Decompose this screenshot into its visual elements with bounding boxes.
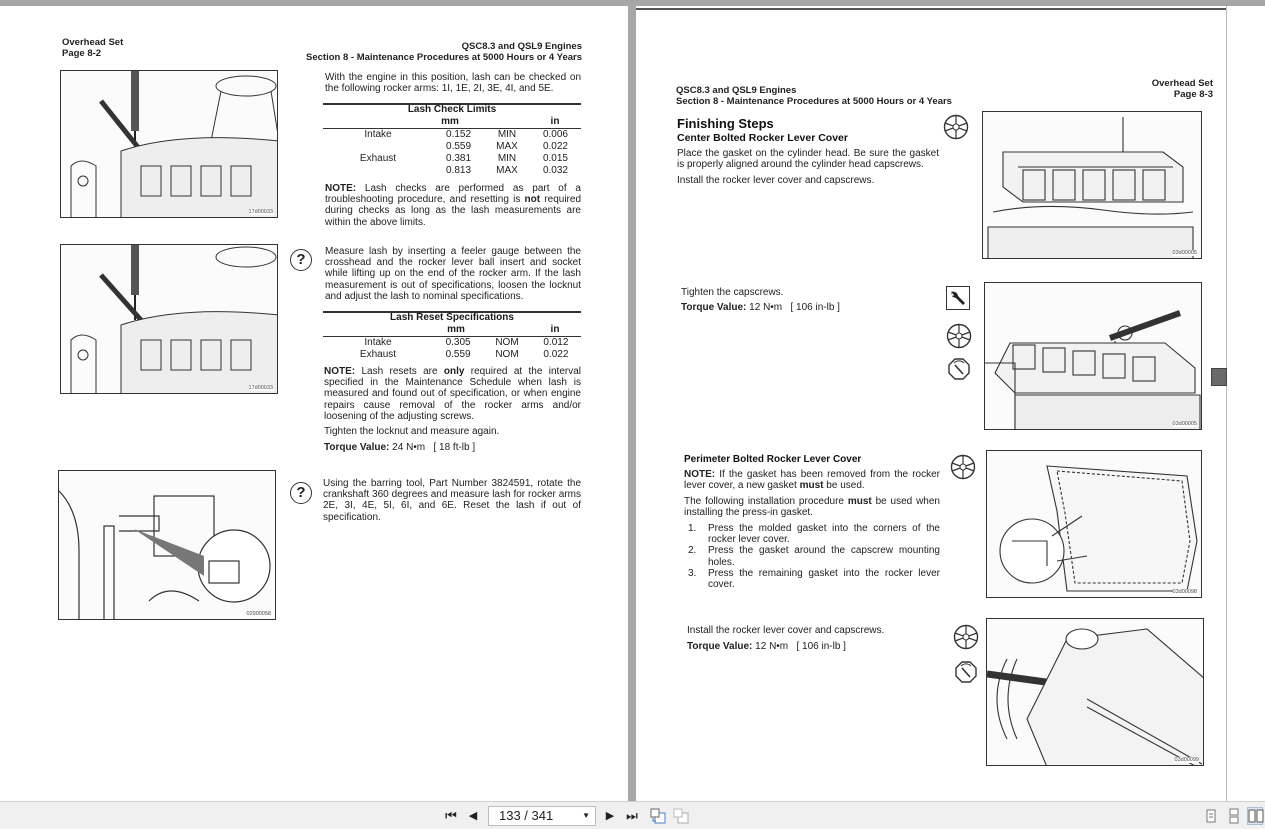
measure-lash-text: Measure lash by inserting a feeler gauge between the crosshead and the rocker lever ball insert and socket while lifting up on the end of the rocker arm. If the lash measurement is out of specifications, loosen the locknut and adjust the lash to nominal specifications.	[325, 246, 581, 302]
engine-illustration-icon	[61, 245, 278, 394]
figure-perimeter-gasket	[986, 450, 1202, 598]
facing-pages-icon	[1248, 808, 1264, 824]
header-section: Section 8 - Maintenance Procedures at 5000 Hours or 4 Years	[306, 51, 582, 63]
page-8-2	[0, 6, 628, 801]
header-page-number: Page 8-3	[1173, 88, 1213, 100]
figure-code: 17d00033	[248, 209, 273, 215]
page-number-input[interactable]	[488, 806, 596, 826]
figure-code: 03d00098	[1172, 589, 1197, 595]
single-page-icon	[1204, 808, 1218, 824]
disassembly-wheel-icon	[946, 323, 972, 349]
barring-tool-text: Using the barring tool, Part Number 3824591, rotate the crankshaft 360 degrees and measure lash for rocker arms 2E, 3I, 4E, 5I, 6I, and 6E. Reset the lash if out of specification.	[323, 478, 581, 523]
single-page-view-button[interactable]	[1203, 807, 1219, 825]
previous-view-icon[interactable]	[650, 808, 666, 824]
header-doc-title: Overhead Set	[62, 37, 124, 48]
header-doc-title: Overhead Set	[1151, 78, 1213, 89]
install-cover-text-2: Install the rocker lever cover and capscrews.	[687, 625, 885, 636]
unit-in: in	[550, 116, 560, 127]
tighten-locknut-text: Tighten the locknut and measure again.	[324, 426, 500, 437]
question-icon: ?	[290, 249, 312, 271]
figure-code: 02900058	[246, 611, 271, 617]
next-page-button[interactable]: ▶	[605, 810, 615, 822]
figure-code: 17d00033	[248, 385, 273, 391]
barring-tool-illustration-icon	[59, 471, 276, 620]
section-tab-marker	[1211, 368, 1227, 386]
torque-value: Torque Value: 24 N•m [ 18 ft-lb ]	[324, 442, 476, 453]
page-8-3	[636, 6, 1226, 801]
page-number-value: 133 / 341	[499, 808, 554, 823]
rocker-cover-illustration-icon	[983, 112, 1202, 259]
facing-pages-view-button[interactable]	[1247, 807, 1263, 825]
perimeter-bolted-title: Perimeter Bolted Rocker Lever Cover	[684, 454, 862, 465]
install-cover-text: Install the rocker lever cover and capscrews.	[677, 175, 875, 186]
torque-value-2: Torque Value: 12 N•m [ 106 in-lb ]	[687, 641, 846, 652]
lash-reset-table	[323, 337, 581, 361]
disassembly-wheel-icon	[953, 624, 979, 650]
header-section: Section 8 - Maintenance Procedures at 5000 Hours or 4 Years	[676, 95, 952, 107]
note-lash-resets: NOTE: Lash resets are only required at the interval specified in the Maintenance Schedule when lash is measured and found out of specification, or when engine repairs cause removal of the rocker arms and/or loosening of the adjusting screws.	[324, 366, 581, 422]
page-top-rule	[636, 8, 1226, 10]
table-row: 0.559 MAX 0.022	[446, 141, 568, 152]
table-row: Intake 0.152 MIN 0.006	[364, 129, 568, 140]
header-left	[676, 86, 952, 107]
continuous-view-button[interactable]	[1226, 807, 1242, 825]
intro-text: With the engine in this position, lash can be checked on the following rocker arms: 1I, 1E, 2I, 3E, 4I, and 5E.	[325, 72, 581, 95]
engine-illustration-icon	[61, 71, 278, 218]
wrench-icon	[946, 286, 970, 310]
finishing-steps-title: Finishing Steps	[677, 116, 774, 131]
figure-code: 03d00005	[1172, 250, 1197, 256]
table-row: Intake 0.305 NOM 0.012	[364, 337, 569, 348]
figure-code: 03d00099	[1174, 757, 1199, 763]
header-left	[62, 38, 123, 59]
note-lash-checks: NOTE: Lash checks are performed as part of a troubleshooting procedure, and resetting is not required during checks as long as the lash measurements are within the above limits.	[325, 183, 582, 228]
first-page-button[interactable]: ⏮	[445, 808, 457, 823]
lash-reset-title: Lash Reset Specifications	[390, 312, 514, 323]
figure-install-cover-torque	[986, 618, 1204, 766]
center-bolted-title: Center Bolted Rocker Lever Cover	[677, 132, 848, 144]
figure-center-bolted-cover	[982, 111, 1202, 259]
torque-gauge-icon	[948, 358, 970, 380]
tighten-capscrews-text: Tighten the capscrews.	[681, 287, 784, 298]
figure-code: 03d00005	[1172, 421, 1197, 427]
note-new-gasket: NOTE: If the gasket has been removed from the rocker lever cover, a new gasket must be used.	[684, 469, 940, 492]
continuous-pages-icon	[1227, 808, 1241, 824]
figure-feeler-gauge	[60, 244, 278, 394]
gasket-steps-list	[684, 523, 940, 590]
header-page-number: Page 8-2	[62, 47, 102, 59]
next-view-icon[interactable]	[673, 808, 689, 824]
unit-in: in	[550, 324, 560, 335]
question-icon: ?	[290, 482, 312, 504]
table-row: Exhaust 0.559 NOM 0.022	[359, 349, 569, 360]
torque-gauge-icon	[955, 661, 977, 683]
unit-mm: mm	[447, 324, 465, 335]
torque-wrench-illustration-icon	[987, 619, 1204, 766]
table-row: 0.813 MAX 0.032	[446, 165, 568, 176]
header-engine: QSC8.3 and QSL9 Engines	[676, 85, 797, 96]
lash-check-title: Lash Check Limits	[407, 104, 497, 115]
figure-torque-capscrews	[984, 282, 1202, 430]
place-gasket-text: Place the gasket on the cylinder head. Be sure the gasket is properly aligned around the cylinder head capscrews.	[677, 148, 939, 171]
page-margin-strip	[1226, 6, 1265, 801]
disassembly-wheel-icon	[950, 454, 976, 480]
last-page-button[interactable]: ⏭	[626, 808, 638, 823]
table-row: Exhaust 0.381 MIN 0.015	[359, 153, 568, 164]
lash-check-table	[323, 129, 581, 177]
header-engine: QSC8.3 and QSL9 Engines	[461, 41, 582, 52]
list-item: 1. Press the molded gasket into the corners of the rocker lever cover.	[688, 523, 940, 546]
torque-wrench-illustration-icon	[985, 283, 1202, 430]
torque-value-1: Torque Value: 12 N•m [ 106 in-lb ]	[681, 302, 840, 313]
list-item: 2. Press the gasket around the capscrew mounting holes.	[688, 545, 940, 568]
disassembly-wheel-icon	[943, 114, 969, 140]
figure-rocker-arm-check	[60, 70, 278, 218]
procedure-text: The following installation procedure must be used when installing the press-in gasket.	[684, 496, 940, 519]
header-right	[306, 42, 582, 63]
header-right	[1152, 79, 1213, 100]
previous-page-button[interactable]: ◀	[468, 810, 478, 822]
gasket-illustration-icon	[987, 451, 1202, 598]
dropdown-caret-icon[interactable]: ▼	[582, 811, 590, 820]
figure-barring-tool	[58, 470, 276, 620]
unit-mm: mm	[441, 116, 459, 127]
navigation-toolbar	[0, 801, 1265, 829]
list-item: 3. Press the remaining gasket into the rocker lever cover.	[688, 567, 940, 591]
